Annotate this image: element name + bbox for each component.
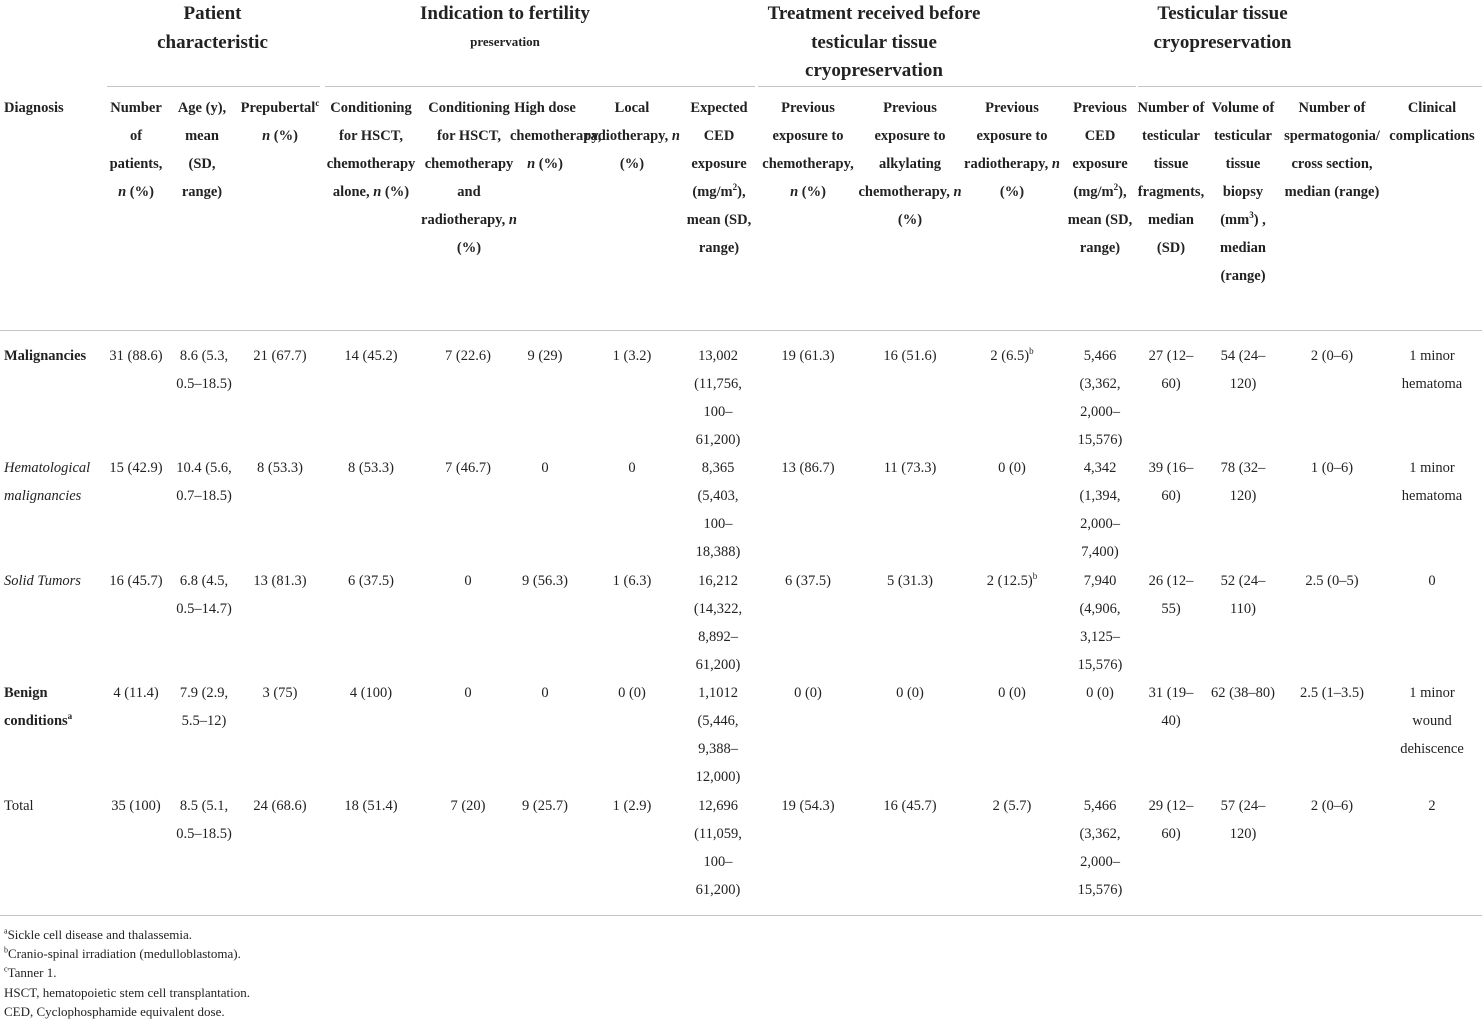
row-diagnosis: Malignancies <box>4 348 87 364</box>
row-age: 10.4 (5.6, 0.7–18.5) <box>176 460 232 504</box>
row-prev-rad: 0 (0) <box>998 460 1026 476</box>
row-high-dose: 0 <box>541 685 549 701</box>
row-fragments: 39 (16–60) <box>1148 460 1194 504</box>
row-prev-alk: 11 (73.3) <box>883 460 937 476</box>
row-spermatogonia: 2.5 (1–3.5) <box>1299 685 1365 701</box>
row-volume: 52 (24–110) <box>1220 573 1266 617</box>
row-prev-alk: 0 (0) <box>896 685 924 701</box>
row-cond-chemo: 14 (45.2) <box>344 348 398 364</box>
row-spermatogonia: 2 (0–6) <box>1310 798 1354 814</box>
col-header-age: Age (y), mean (SD, range) <box>177 100 227 200</box>
row-fragments: 27 (12–60) <box>1148 348 1194 392</box>
row-prev-ced: 5,466 (3,362, 2,000– 15,576) <box>1077 798 1123 898</box>
row-cond-chemo-rad: 7 (20) <box>450 798 486 814</box>
col-header-prepubertal: Prepubertal$^c$ n (%) <box>240 98 320 144</box>
row-complications: 0 <box>1428 573 1436 589</box>
col-header-cond-chemo-rad: Conditioning for HSCT, chemotherapy and radiotherapy, n (%) <box>421 100 517 256</box>
row-expected-ced: 8,365 (5,403, 100– 18,388) <box>695 460 741 560</box>
row-prev-alk: 16 (45.7) <box>883 798 937 814</box>
row-prepubertal: 13 (81.3) <box>253 573 307 589</box>
row-num-patients: 35 (100) <box>111 798 161 814</box>
row-cond-chemo: 18 (51.4) <box>344 798 398 814</box>
col-header-prev-chemo: Previous exposure to chemotherapy, n (%) <box>762 100 854 200</box>
row-complications: 1 minor hematoma <box>1401 460 1463 504</box>
group-header-treatment-text: Treatment received before testicular tissue cryopreservation <box>767 3 981 81</box>
col-header-fragments: Number of testicular tissue fragments, median (SD) <box>1137 100 1205 256</box>
row-age: 7.9 (2.9, 5.5–12) <box>179 685 229 729</box>
row-prev-chemo: 19 (54.3) <box>781 798 835 814</box>
row-local-rad: 0 (0) <box>618 685 646 701</box>
row-fragments: 31 (19–40) <box>1148 685 1194 729</box>
row-local-rad: 1 (2.9) <box>612 798 652 814</box>
group-header-treatment <box>760 0 988 86</box>
col-header-complications: Clinical complications <box>1389 100 1475 144</box>
col-header-cond-chemo: Conditioning for HSCT, chemotherapy alone, n (%) <box>326 100 416 200</box>
row-cond-chemo-rad: 7 (22.6) <box>445 348 491 364</box>
row-prepubertal: 8 (53.3) <box>257 460 303 476</box>
row-volume: 62 (38–80) <box>1210 685 1276 701</box>
row-expected-ced: 12,696 (11,059, 100– 61,200) <box>694 798 742 898</box>
footnote: $^b$Cranio-spinal irradiation (medulloblastoma). <box>4 945 241 961</box>
group-rule-testicular <box>1138 86 1482 87</box>
row-prev-chemo: 19 (61.3) <box>781 348 835 364</box>
footnote: HSCT, hematopoietic stem cell transplantation. <box>4 985 250 1000</box>
row-prev-ced: 0 (0) <box>1086 685 1114 701</box>
row-cond-chemo: 4 (100) <box>349 685 393 701</box>
row-high-dose: 9 (25.7) <box>522 798 568 814</box>
row-cond-chemo: 8 (53.3) <box>348 460 394 476</box>
col-header-high-dose: High dose chemotherapy, n (%) <box>510 100 602 172</box>
row-num-patients: 15 (42.9) <box>109 460 163 476</box>
row-num-patients: 16 (45.7) <box>109 573 163 589</box>
col-header-expected-ced: Expected CED exposure $(mg/m^2)$, mean (SD, range) <box>686 100 752 256</box>
header-bottom-rule <box>0 330 1482 331</box>
row-prev-ced: 7,940 (4,906, 3,125– 15,576) <box>1077 573 1123 673</box>
row-cond-chemo-rad: 0 <box>464 685 472 701</box>
row-num-patients: 4 (11.4) <box>113 685 159 701</box>
col-header-prev-rad: Previous exposure to radiotherapy, n (%) <box>964 100 1060 200</box>
row-local-rad: 1 (6.3) <box>612 573 652 589</box>
row-complications: 2 <box>1428 798 1436 814</box>
row-prev-rad: 0 (0) <box>998 685 1026 701</box>
row-diagnosis: Benign conditions$^a$ <box>4 685 73 729</box>
row-age: 6.8 (4.5, 0.5–14.7) <box>176 573 232 617</box>
col-header-num-patients: Number of patients, n (%) <box>109 100 163 200</box>
row-expected-ced: 1,1012 (5,446, 9,388– 12,000) <box>695 685 741 785</box>
col-header-local-rad: Local radiotherapy, n (%) <box>584 100 680 172</box>
row-diagnosis: Hematological malignancies <box>4 460 91 504</box>
group-header-testicular <box>1140 0 1305 57</box>
row-prev-alk: 5 (31.3) <box>887 573 933 589</box>
row-prev-rad: 2 $(6.5)^b$ <box>990 346 1034 364</box>
row-volume: 54 (24–120) <box>1220 348 1266 392</box>
row-spermatogonia: 2 (0–6) <box>1310 348 1354 364</box>
row-age: 8.6 (5.3, 0.5–18.5) <box>176 348 232 392</box>
group-rule-treatment <box>758 86 1136 87</box>
col-header-volume: Volume of testicular tissue biopsy $(mm^3)$ , median (range) <box>1211 100 1275 284</box>
row-prev-ced: 5,466 (3,362, 2,000– 15,576) <box>1077 348 1123 448</box>
row-volume: 78 (32–120) <box>1220 460 1266 504</box>
group-header-patient-text: Patient characteristic <box>157 3 268 53</box>
row-prev-chemo: 13 (86.7) <box>781 460 835 476</box>
col-header-spermatogonia: Number of spermatogonia/ cross section, median (range) <box>1284 100 1380 200</box>
row-prev-chemo: 6 (37.5) <box>785 573 831 589</box>
row-volume: 57 (24–120) <box>1220 798 1266 842</box>
row-fragments: 26 (12–55) <box>1148 573 1194 617</box>
row-high-dose: 9 (56.3) <box>522 573 568 589</box>
group-rule-patient <box>107 86 320 87</box>
row-cond-chemo: 6 (37.5) <box>348 573 394 589</box>
row-high-dose: 0 <box>541 460 549 476</box>
row-complications: 1 minor wound dehiscence <box>1400 685 1464 757</box>
row-age: 8.5 (5.1, 0.5–18.5) <box>176 798 232 842</box>
row-high-dose: 9 (29) <box>527 348 563 364</box>
row-prev-chemo: 0 (0) <box>794 685 822 701</box>
row-fragments: 29 (12–60) <box>1148 798 1194 842</box>
group-rule-indication <box>325 86 755 87</box>
row-prepubertal: 21 (67.7) <box>253 348 307 364</box>
footnote: $^a$Sickle cell disease and thalassemia. <box>4 926 193 942</box>
group-header-indication <box>395 0 615 49</box>
row-prev-rad: 2 $(12.5)^b$ <box>986 571 1038 589</box>
col-header-diagnosis: Diagnosis <box>4 100 64 116</box>
row-expected-ced: 16,212 (14,322, 8,892– 61,200) <box>693 573 743 673</box>
col-header-prev-alk: Previous exposure to alkylating chemotherapy, n (%) <box>858 100 962 228</box>
group-header-indication-sub: preservation <box>470 33 540 49</box>
table-bottom-rule <box>0 915 1482 916</box>
row-spermatogonia: 2.5 (0–5) <box>1305 573 1359 589</box>
col-header-prev-ced: Previous CED exposure $(mg/m^2)$, mean (SD, range) <box>1067 100 1133 256</box>
row-local-rad: 0 <box>628 460 636 476</box>
row-complications: 1 minor hematoma <box>1401 348 1463 392</box>
row-prepubertal: 24 (68.6) <box>253 798 307 814</box>
row-num-patients: 31 (88.6) <box>109 348 163 364</box>
row-prepubertal: 3 (75) <box>262 685 298 701</box>
row-diagnosis: Solid Tumors <box>4 573 81 589</box>
footnote: CED, Cyclophosphamide equivalent dose. <box>4 1004 225 1019</box>
footnote: $^c$Tanner 1. <box>4 964 57 980</box>
row-spermatogonia: 1 (0–6) <box>1310 460 1354 476</box>
row-prev-ced: 4,342 (1,394, 2,000– 7,400) <box>1079 460 1121 560</box>
row-prev-rad: 2 (5.7) <box>992 798 1032 814</box>
group-header-indication-text: Indication to fertility <box>420 3 590 24</box>
row-diagnosis: Total <box>4 798 34 814</box>
row-cond-chemo-rad: 0 <box>464 573 472 589</box>
row-cond-chemo-rad: 7 (46.7) <box>445 460 491 476</box>
group-header-patient <box>130 0 295 57</box>
row-prev-alk: 16 (51.6) <box>883 348 937 364</box>
row-expected-ced: 13,002 (11,756, 100– 61,200) <box>694 348 742 448</box>
group-header-testicular-text: Testicular tissue cryopreservation <box>1153 3 1292 53</box>
row-local-rad: 1 (3.2) <box>612 348 652 364</box>
